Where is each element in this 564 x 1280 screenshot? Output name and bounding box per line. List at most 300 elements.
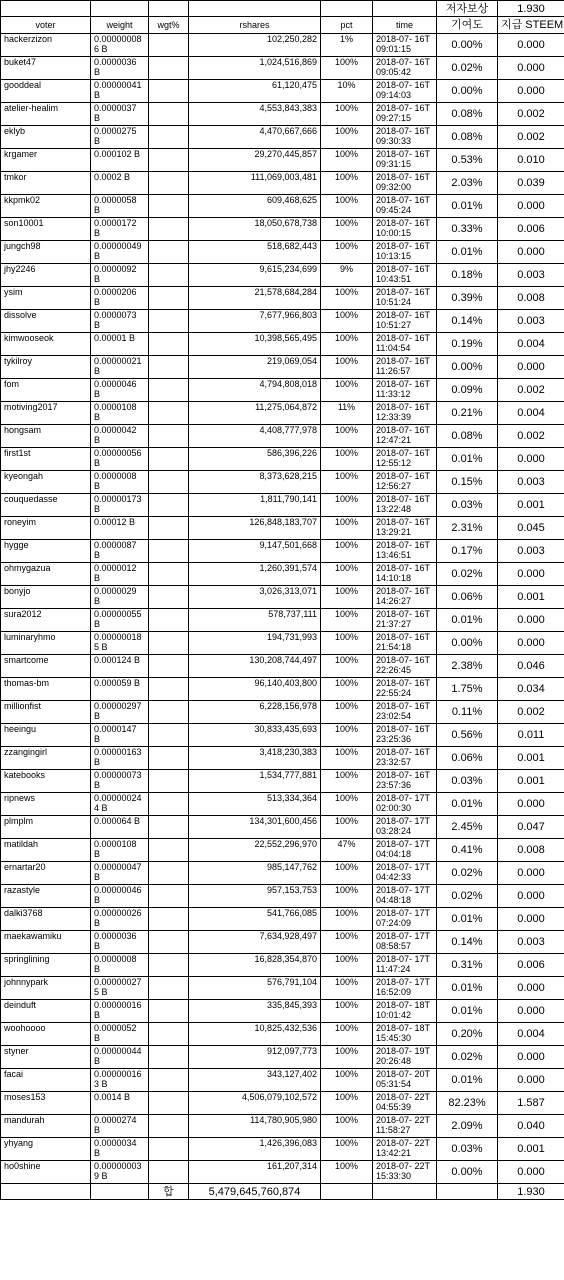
- pct-cell: 100%: [321, 218, 373, 241]
- rshares-cell: 3,026,313,071: [189, 586, 321, 609]
- wgt-cell: [149, 1069, 189, 1092]
- weight-cell: 0.00000047 B: [91, 862, 149, 885]
- time-cell: 2018-07- 16T21:54:18: [373, 632, 437, 655]
- time-cell: 2018-07- 16T09:32:00: [373, 172, 437, 195]
- wgt-cell: [149, 1092, 189, 1115]
- rshares-cell: 194,731,993: [189, 632, 321, 655]
- rshares-cell: 102,250,282: [189, 34, 321, 57]
- wgt-cell: [149, 333, 189, 356]
- pct-cell: 47%: [321, 839, 373, 862]
- rshares-cell: 609,468,625: [189, 195, 321, 218]
- contribution-cell: 0.06%: [437, 747, 498, 770]
- wgt-cell: [149, 931, 189, 954]
- pay-cell: 0.008: [498, 287, 564, 310]
- contribution-cell: 0.01%: [437, 977, 498, 1000]
- rshares-cell: 96,140,403,800: [189, 678, 321, 701]
- table-row: [1, 356, 564, 379]
- wgt-cell: [149, 770, 189, 793]
- time-cell: 2018-07- 16T09:01:15: [373, 34, 437, 57]
- pay-cell: 0.000: [498, 632, 564, 655]
- table-row: [1, 126, 564, 149]
- weight-cell: 0.0000274 B: [91, 1115, 149, 1138]
- voter-cell: bonyjo: [1, 586, 91, 609]
- voter-cell: luminaryhmo: [1, 632, 91, 655]
- wgt-cell: [149, 1000, 189, 1023]
- weight-cell: 0.000059 B: [91, 678, 149, 701]
- pay-cell: 0.000: [498, 563, 564, 586]
- table-row: [1, 195, 564, 218]
- pay-cell: 0.000: [498, 241, 564, 264]
- author-reward-row: [1, 1, 564, 17]
- pct-cell: 100%: [321, 678, 373, 701]
- wgt-cell: [149, 218, 189, 241]
- weight-cell: 0.00000003 9 B: [91, 1161, 149, 1184]
- voter-cell: styner: [1, 1046, 91, 1069]
- time-cell: 2018-07- 16T22:55:24: [373, 678, 437, 701]
- pct-cell: 100%: [321, 287, 373, 310]
- contribution-cell: 0.01%: [437, 448, 498, 471]
- weight-cell: 0.0000058 B: [91, 195, 149, 218]
- pct-cell: 100%: [321, 908, 373, 931]
- weight-cell: 0.00000046 B: [91, 885, 149, 908]
- pay-cell: 0.002: [498, 425, 564, 448]
- time-cell: 2018-07- 16T10:43:51: [373, 264, 437, 287]
- pct-cell: 100%: [321, 701, 373, 724]
- contribution-cell: 0.00%: [437, 356, 498, 379]
- pay-total: 1.930: [498, 1184, 564, 1200]
- time-cell: 2018-07- 17T04:04:18: [373, 839, 437, 862]
- wgt-cell: [149, 425, 189, 448]
- pay-cell: 0.000: [498, 885, 564, 908]
- table-row: [1, 540, 564, 563]
- pay-cell: 0.046: [498, 655, 564, 678]
- contribution-cell: 0.02%: [437, 563, 498, 586]
- table-row: [1, 862, 564, 885]
- time-cell: 2018-07- 17T07:24:09: [373, 908, 437, 931]
- rshares-cell: 1,260,391,574: [189, 563, 321, 586]
- author-reward-value: 1.930: [498, 1, 564, 17]
- table-row: [1, 770, 564, 793]
- contribution-cell: 0.21%: [437, 402, 498, 425]
- wgt-cell: [149, 724, 189, 747]
- time-cell: 2018-07- 16T12:47:21: [373, 425, 437, 448]
- rshares-cell: 4,470,667,666: [189, 126, 321, 149]
- table-row: [1, 747, 564, 770]
- rshares-cell: 541,766,085: [189, 908, 321, 931]
- contribution-cell: 0.15%: [437, 471, 498, 494]
- pct-cell: 100%: [321, 1138, 373, 1161]
- voter-cell: motiving2017: [1, 402, 91, 425]
- col-wgt: wgt%: [149, 17, 189, 34]
- pct-cell: 100%: [321, 57, 373, 80]
- contribution-cell: 0.03%: [437, 1138, 498, 1161]
- voter-cell: zzangingirl: [1, 747, 91, 770]
- weight-cell: 0.0000012 B: [91, 563, 149, 586]
- pay-cell: 0.010: [498, 149, 564, 172]
- time-cell: 2018-07- 16T11:04:54: [373, 333, 437, 356]
- time-cell: 2018-07- 17T02:00:30: [373, 793, 437, 816]
- voter-cell: facai: [1, 1069, 91, 1092]
- weight-cell: 0.0000008 B: [91, 471, 149, 494]
- contribution-cell: 0.19%: [437, 333, 498, 356]
- contribution-cell: 0.02%: [437, 885, 498, 908]
- contribution-cell: 0.00%: [437, 80, 498, 103]
- rshares-cell: 1,534,777,881: [189, 770, 321, 793]
- voter-cell: johnnypark: [1, 977, 91, 1000]
- rshares-cell: 578,737,111: [189, 609, 321, 632]
- table-row: [1, 632, 564, 655]
- weight-cell: 0.00012 B: [91, 517, 149, 540]
- rshares-cell: 6,228,156,978: [189, 701, 321, 724]
- contribution-cell: 0.09%: [437, 379, 498, 402]
- rshares-cell: 22,552,296,970: [189, 839, 321, 862]
- pay-cell: 0.000: [498, 977, 564, 1000]
- voter-cell: ernartar20: [1, 862, 91, 885]
- wgt-cell: [149, 287, 189, 310]
- pay-cell: 0.011: [498, 724, 564, 747]
- voter-cell: hygge: [1, 540, 91, 563]
- pct-cell: 100%: [321, 816, 373, 839]
- time-cell: 2018-07- 16T10:51:27: [373, 310, 437, 333]
- rshares-cell: 985,147,762: [189, 862, 321, 885]
- voter-cell: hackerzizon: [1, 34, 91, 57]
- weight-cell: 0.00001 B: [91, 333, 149, 356]
- pct-cell: 100%: [321, 724, 373, 747]
- voter-cell: tykilroy: [1, 356, 91, 379]
- weight-cell: 0.0000087 B: [91, 540, 149, 563]
- rshares-cell: 586,396,226: [189, 448, 321, 471]
- time-cell: 2018-07- 17T04:42:33: [373, 862, 437, 885]
- pct-cell: 100%: [321, 425, 373, 448]
- pay-cell: 0.003: [498, 471, 564, 494]
- time-cell: 2018-07- 16T09:05:42: [373, 57, 437, 80]
- sum-blank: [437, 1184, 498, 1200]
- col-rshares: rshares: [189, 17, 321, 34]
- pay-cell: 0.002: [498, 126, 564, 149]
- wgt-cell: [149, 563, 189, 586]
- sum-blank: [373, 1184, 437, 1200]
- voter-cell: plmplm: [1, 816, 91, 839]
- table-row: [1, 1115, 564, 1138]
- col-weight: weight: [91, 17, 149, 34]
- pay-cell: 0.006: [498, 218, 564, 241]
- voter-cell: maekawamiku: [1, 931, 91, 954]
- contribution-cell: 0.08%: [437, 425, 498, 448]
- rshares-cell: 7,677,966,803: [189, 310, 321, 333]
- time-cell: 2018-07- 16T23:32:57: [373, 747, 437, 770]
- contribution-cell: 2.31%: [437, 517, 498, 540]
- rshares-cell: 219,069,054: [189, 356, 321, 379]
- pay-cell: 0.006: [498, 954, 564, 977]
- rshares-cell: 1,024,516,869: [189, 57, 321, 80]
- pay-cell: 0.000: [498, 356, 564, 379]
- weight-cell: 0.00000008 6 B: [91, 34, 149, 57]
- table-row: [1, 678, 564, 701]
- voter-cell: ysim: [1, 287, 91, 310]
- voter-cell: ohmygazua: [1, 563, 91, 586]
- time-cell: 2018-07- 16T09:14:03: [373, 80, 437, 103]
- voter-cell: krgamer: [1, 149, 91, 172]
- rshares-cell: 111,069,003,481: [189, 172, 321, 195]
- pct-cell: 100%: [321, 103, 373, 126]
- sum-row: [1, 1184, 564, 1200]
- table-row: [1, 839, 564, 862]
- wgt-cell: [149, 471, 189, 494]
- pay-cell: 0.000: [498, 862, 564, 885]
- table-row: [1, 563, 564, 586]
- weight-cell: 0.0000108 B: [91, 839, 149, 862]
- rshares-cell: 576,791,104: [189, 977, 321, 1000]
- wgt-cell: [149, 609, 189, 632]
- voter-cell: yhyang: [1, 1138, 91, 1161]
- pct-cell: 100%: [321, 655, 373, 678]
- wgt-cell: [149, 977, 189, 1000]
- rshares-total: 5,479,645,760,874: [189, 1184, 321, 1200]
- voter-cell: moses153: [1, 1092, 91, 1115]
- time-cell: 2018-07- 22T13:42:21: [373, 1138, 437, 1161]
- weight-cell: 0.00000297 B: [91, 701, 149, 724]
- pct-cell: 100%: [321, 356, 373, 379]
- wgt-cell: [149, 793, 189, 816]
- pay-cell: 0.000: [498, 80, 564, 103]
- contribution-cell: 0.03%: [437, 494, 498, 517]
- voter-cell: atelier-healim: [1, 103, 91, 126]
- voter-cell: razastyle: [1, 885, 91, 908]
- pay-cell: 0.039: [498, 172, 564, 195]
- weight-cell: 0.0014 B: [91, 1092, 149, 1115]
- voter-cell: matildah: [1, 839, 91, 862]
- pay-cell: 0.000: [498, 1046, 564, 1069]
- time-cell: 2018-07- 16T11:26:57: [373, 356, 437, 379]
- contribution-cell: 0.56%: [437, 724, 498, 747]
- table-row: [1, 724, 564, 747]
- pay-cell: 0.001: [498, 494, 564, 517]
- weight-cell: 0.0000008 B: [91, 954, 149, 977]
- time-cell: 2018-07- 20T05:31:54: [373, 1069, 437, 1092]
- table-row: [1, 1023, 564, 1046]
- time-cell: 2018-07- 22T11:58:27: [373, 1115, 437, 1138]
- voter-cell: heeingu: [1, 724, 91, 747]
- wgt-cell: [149, 885, 189, 908]
- pct-cell: 100%: [321, 1115, 373, 1138]
- pct-cell: 100%: [321, 586, 373, 609]
- rshares-cell: 513,334,364: [189, 793, 321, 816]
- rshares-cell: 10,825,432,536: [189, 1023, 321, 1046]
- weight-cell: 0.0000206 B: [91, 287, 149, 310]
- contribution-cell: 0.41%: [437, 839, 498, 862]
- voter-cell: eklyb: [1, 126, 91, 149]
- pct-cell: 10%: [321, 80, 373, 103]
- table-row: [1, 448, 564, 471]
- contribution-cell: 0.20%: [437, 1023, 498, 1046]
- contribution-cell: 0.06%: [437, 586, 498, 609]
- rshares-cell: 18,050,678,738: [189, 218, 321, 241]
- pay-cell: 0.003: [498, 310, 564, 333]
- pay-cell: 0.002: [498, 379, 564, 402]
- table-row: [1, 1161, 564, 1184]
- rshares-cell: 16,828,354,870: [189, 954, 321, 977]
- pay-cell: 0.045: [498, 517, 564, 540]
- pct-cell: 100%: [321, 747, 373, 770]
- pct-cell: 100%: [321, 793, 373, 816]
- pay-cell: 0.008: [498, 839, 564, 862]
- pay-cell: 0.001: [498, 747, 564, 770]
- weight-cell: 0.00000055 B: [91, 609, 149, 632]
- pay-cell: 0.000: [498, 57, 564, 80]
- weight-cell: 0.00000018 5 B: [91, 632, 149, 655]
- wgt-cell: [149, 586, 189, 609]
- weight-cell: 0.0000036 B: [91, 57, 149, 80]
- voter-cell: fom: [1, 379, 91, 402]
- voter-cell: son10001: [1, 218, 91, 241]
- col-pct: pct: [321, 17, 373, 34]
- rshares-cell: 21,578,684,284: [189, 287, 321, 310]
- rshares-cell: 30,833,435,693: [189, 724, 321, 747]
- contribution-cell: 0.18%: [437, 264, 498, 287]
- weight-cell: 0.0000092 B: [91, 264, 149, 287]
- pay-cell: 0.003: [498, 931, 564, 954]
- contribution-cell: 0.02%: [437, 862, 498, 885]
- table-row: [1, 793, 564, 816]
- weight-cell: 0.000064 B: [91, 816, 149, 839]
- pay-cell: 0.047: [498, 816, 564, 839]
- contribution-cell: 0.39%: [437, 287, 498, 310]
- weight-cell: 0.00000044 B: [91, 1046, 149, 1069]
- rshares-cell: 9,147,501,668: [189, 540, 321, 563]
- contribution-cell: 0.02%: [437, 57, 498, 80]
- time-cell: 2018-07- 16T12:33:39: [373, 402, 437, 425]
- contribution-cell: 0.33%: [437, 218, 498, 241]
- table-row: [1, 1069, 564, 1092]
- voter-cell: dissolve: [1, 310, 91, 333]
- table-row: [1, 471, 564, 494]
- contribution-cell: 0.01%: [437, 908, 498, 931]
- weight-cell: 0.0000052 B: [91, 1023, 149, 1046]
- pct-cell: 100%: [321, 310, 373, 333]
- contribution-cell: 0.01%: [437, 1069, 498, 1092]
- time-cell: 2018-07- 16T23:57:36: [373, 770, 437, 793]
- table-row: [1, 655, 564, 678]
- wgt-cell: [149, 701, 189, 724]
- pay-cell: 0.000: [498, 34, 564, 57]
- wgt-cell: [149, 1023, 189, 1046]
- voter-cell: jhy2246: [1, 264, 91, 287]
- voter-cell: ripnews: [1, 793, 91, 816]
- voter-cell: woohoooo: [1, 1023, 91, 1046]
- pay-cell: 0.000: [498, 1000, 564, 1023]
- time-cell: 2018-07- 16T09:27:15: [373, 103, 437, 126]
- table-row: [1, 1092, 564, 1115]
- pct-cell: 100%: [321, 195, 373, 218]
- wgt-cell: [149, 103, 189, 126]
- pay-cell: 0.034: [498, 678, 564, 701]
- table-row: [1, 103, 564, 126]
- pay-cell: 0.001: [498, 770, 564, 793]
- pay-cell: 0.002: [498, 701, 564, 724]
- voter-cell: sura2012: [1, 609, 91, 632]
- pay-cell: 0.000: [498, 1161, 564, 1184]
- contribution-cell: 0.00%: [437, 1161, 498, 1184]
- wgt-cell: [149, 172, 189, 195]
- table-row: [1, 287, 564, 310]
- pay-cell: 0.003: [498, 540, 564, 563]
- table-row: [1, 34, 564, 57]
- rshares-cell: 3,418,230,383: [189, 747, 321, 770]
- contribution-cell: 0.17%: [437, 540, 498, 563]
- rshares-cell: 957,153,753: [189, 885, 321, 908]
- table-row: [1, 379, 564, 402]
- contribution-cell: 1.75%: [437, 678, 498, 701]
- voter-cell: smartcome: [1, 655, 91, 678]
- pay-cell: 0.004: [498, 333, 564, 356]
- table-row: [1, 425, 564, 448]
- table-row: [1, 816, 564, 839]
- wgt-cell: [149, 655, 189, 678]
- pay-cell: 0.003: [498, 264, 564, 287]
- voter-cell: tmkor: [1, 172, 91, 195]
- rshares-cell: 126,848,183,707: [189, 517, 321, 540]
- voter-cell: jungch98: [1, 241, 91, 264]
- table-row: [1, 172, 564, 195]
- wgt-cell: [149, 1161, 189, 1184]
- sum-blank: [91, 1184, 149, 1200]
- pct-cell: 100%: [321, 770, 373, 793]
- col-contribution: 기여도: [437, 17, 498, 34]
- table-row: [1, 954, 564, 977]
- wgt-cell: [149, 1138, 189, 1161]
- pct-cell: 9%: [321, 264, 373, 287]
- table-row: [1, 402, 564, 425]
- weight-cell: 0.000102 B: [91, 149, 149, 172]
- time-cell: 2018-07- 16T14:26:27: [373, 586, 437, 609]
- wgt-cell: [149, 540, 189, 563]
- table-row: [1, 1000, 564, 1023]
- weight-cell: 0.00000173 B: [91, 494, 149, 517]
- pct-cell: 100%: [321, 126, 373, 149]
- table-row: [1, 517, 564, 540]
- rshares-cell: 912,097,773: [189, 1046, 321, 1069]
- time-cell: 2018-07- 16T10:00:15: [373, 218, 437, 241]
- contribution-cell: 2.03%: [437, 172, 498, 195]
- time-cell: 2018-07- 17T11:47:24: [373, 954, 437, 977]
- time-cell: 2018-07- 17T08:58:57: [373, 931, 437, 954]
- pay-cell: 0.000: [498, 448, 564, 471]
- time-cell: 2018-07- 17T04:48:18: [373, 885, 437, 908]
- pay-cell: 1.587: [498, 1092, 564, 1115]
- pct-cell: 100%: [321, 241, 373, 264]
- time-cell: 2018-07- 16T12:56:27: [373, 471, 437, 494]
- contribution-cell: 0.53%: [437, 149, 498, 172]
- pct-cell: 100%: [321, 931, 373, 954]
- wgt-cell: [149, 448, 189, 471]
- pct-cell: 100%: [321, 1092, 373, 1115]
- voter-cell: dalki3768: [1, 908, 91, 931]
- contribution-cell: 82.23%: [437, 1092, 498, 1115]
- weight-cell: 0.0000034 B: [91, 1138, 149, 1161]
- pct-cell: 100%: [321, 149, 373, 172]
- contribution-cell: 0.14%: [437, 310, 498, 333]
- voter-cell: springlining: [1, 954, 91, 977]
- col-voter: voter: [1, 17, 91, 34]
- rshares-cell: 130,208,744,497: [189, 655, 321, 678]
- voter-cell: katebooks: [1, 770, 91, 793]
- time-cell: 2018-07- 22T04:55:39: [373, 1092, 437, 1115]
- table-row: [1, 1046, 564, 1069]
- contribution-cell: 0.01%: [437, 1000, 498, 1023]
- wgt-cell: [149, 816, 189, 839]
- wgt-cell: [149, 862, 189, 885]
- pct-cell: 100%: [321, 954, 373, 977]
